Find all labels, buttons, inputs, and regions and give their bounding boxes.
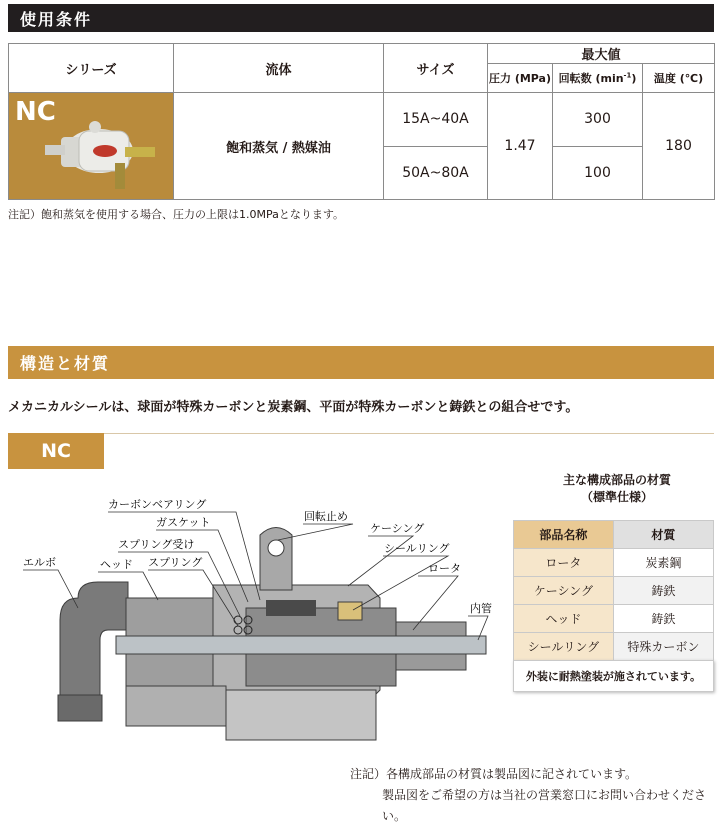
- rpm-cell-2: 100: [553, 146, 643, 200]
- size-cell-2: 50A~80A: [384, 146, 488, 200]
- header-size: サイズ: [384, 44, 488, 93]
- rpm-cell-1: 300: [553, 93, 643, 147]
- label-elbow: エルボ: [23, 556, 56, 569]
- materials-table: [513, 520, 714, 661]
- size-cell-1: 15A~40A: [384, 93, 488, 147]
- series-label: NC: [15, 97, 56, 127]
- label-spring-seat: スプリング受け: [118, 538, 195, 551]
- label-rotor: ロータ: [428, 562, 461, 575]
- divider: [8, 433, 714, 434]
- header-temp: 温度 (℃): [643, 64, 715, 93]
- series-cell: [9, 93, 174, 200]
- label-head: ヘッド: [100, 558, 133, 571]
- section-title: 構造と材質: [20, 354, 111, 373]
- header-material: 材質: [613, 521, 713, 549]
- pressure-note: 注記）飽和蒸気を使用する場合、圧力の上限は1.0MPaとなります。: [8, 208, 344, 221]
- header-fluid: 流体: [174, 44, 384, 93]
- drawing-note: 注記）各構成部品の材質は製品図に記されています。 製品図をご希望の方は当社の営業窓口にお問い合わせください。: [350, 767, 707, 823]
- materials-title: 主な構成部品の材質 （標準仕様）: [562, 473, 671, 504]
- coating-note: 外装に耐熱塗装が施されています。: [513, 660, 714, 692]
- label-spring: スプリング: [148, 556, 203, 569]
- label-inner-pipe: 内管: [470, 602, 492, 615]
- section-header-structure: [8, 346, 714, 379]
- structure-description: メカニカルシールは、球面が特殊カーボンと炭素鋼、平面が特殊カーボンと鋳鉄との組合せです。: [8, 400, 579, 415]
- header-pressure: 圧力 (MPa): [488, 64, 553, 93]
- label-casing: ケーシング: [370, 522, 425, 535]
- nc-tab: NC: [8, 433, 104, 469]
- table-row: シールリング 特殊カーボン: [514, 633, 714, 661]
- fluid-cell: 飽和蒸気 / 熱媒油: [174, 93, 384, 200]
- pressure-cell: 1.47: [488, 93, 553, 200]
- section-title: 使用条件: [20, 9, 93, 29]
- rotary-joint-photo: [39, 107, 164, 193]
- spec-table: [8, 43, 715, 200]
- header-series: シリーズ: [9, 44, 174, 93]
- table-row: ロータ 炭素鋼: [514, 549, 714, 577]
- label-seal-ring: シールリング: [384, 542, 450, 555]
- table-row: ヘッド 鋳鉄: [514, 605, 714, 633]
- section-header-conditions: [8, 4, 714, 32]
- cross-section-diagram: [8, 490, 503, 755]
- label-carbon-bearing-ring: カーボンベアリング: [108, 498, 207, 511]
- header-rpm: 回転数 $(\min^{-1})$: [553, 64, 643, 93]
- label-gasket: ガスケット: [156, 516, 211, 529]
- temp-cell: 180: [643, 93, 715, 200]
- table-row: ケーシング 鋳鉄: [514, 577, 714, 605]
- label-anti-rotation: 回転止め: [304, 510, 348, 523]
- header-max: 最大値: [488, 44, 715, 64]
- header-part: 部品名称: [514, 521, 614, 549]
